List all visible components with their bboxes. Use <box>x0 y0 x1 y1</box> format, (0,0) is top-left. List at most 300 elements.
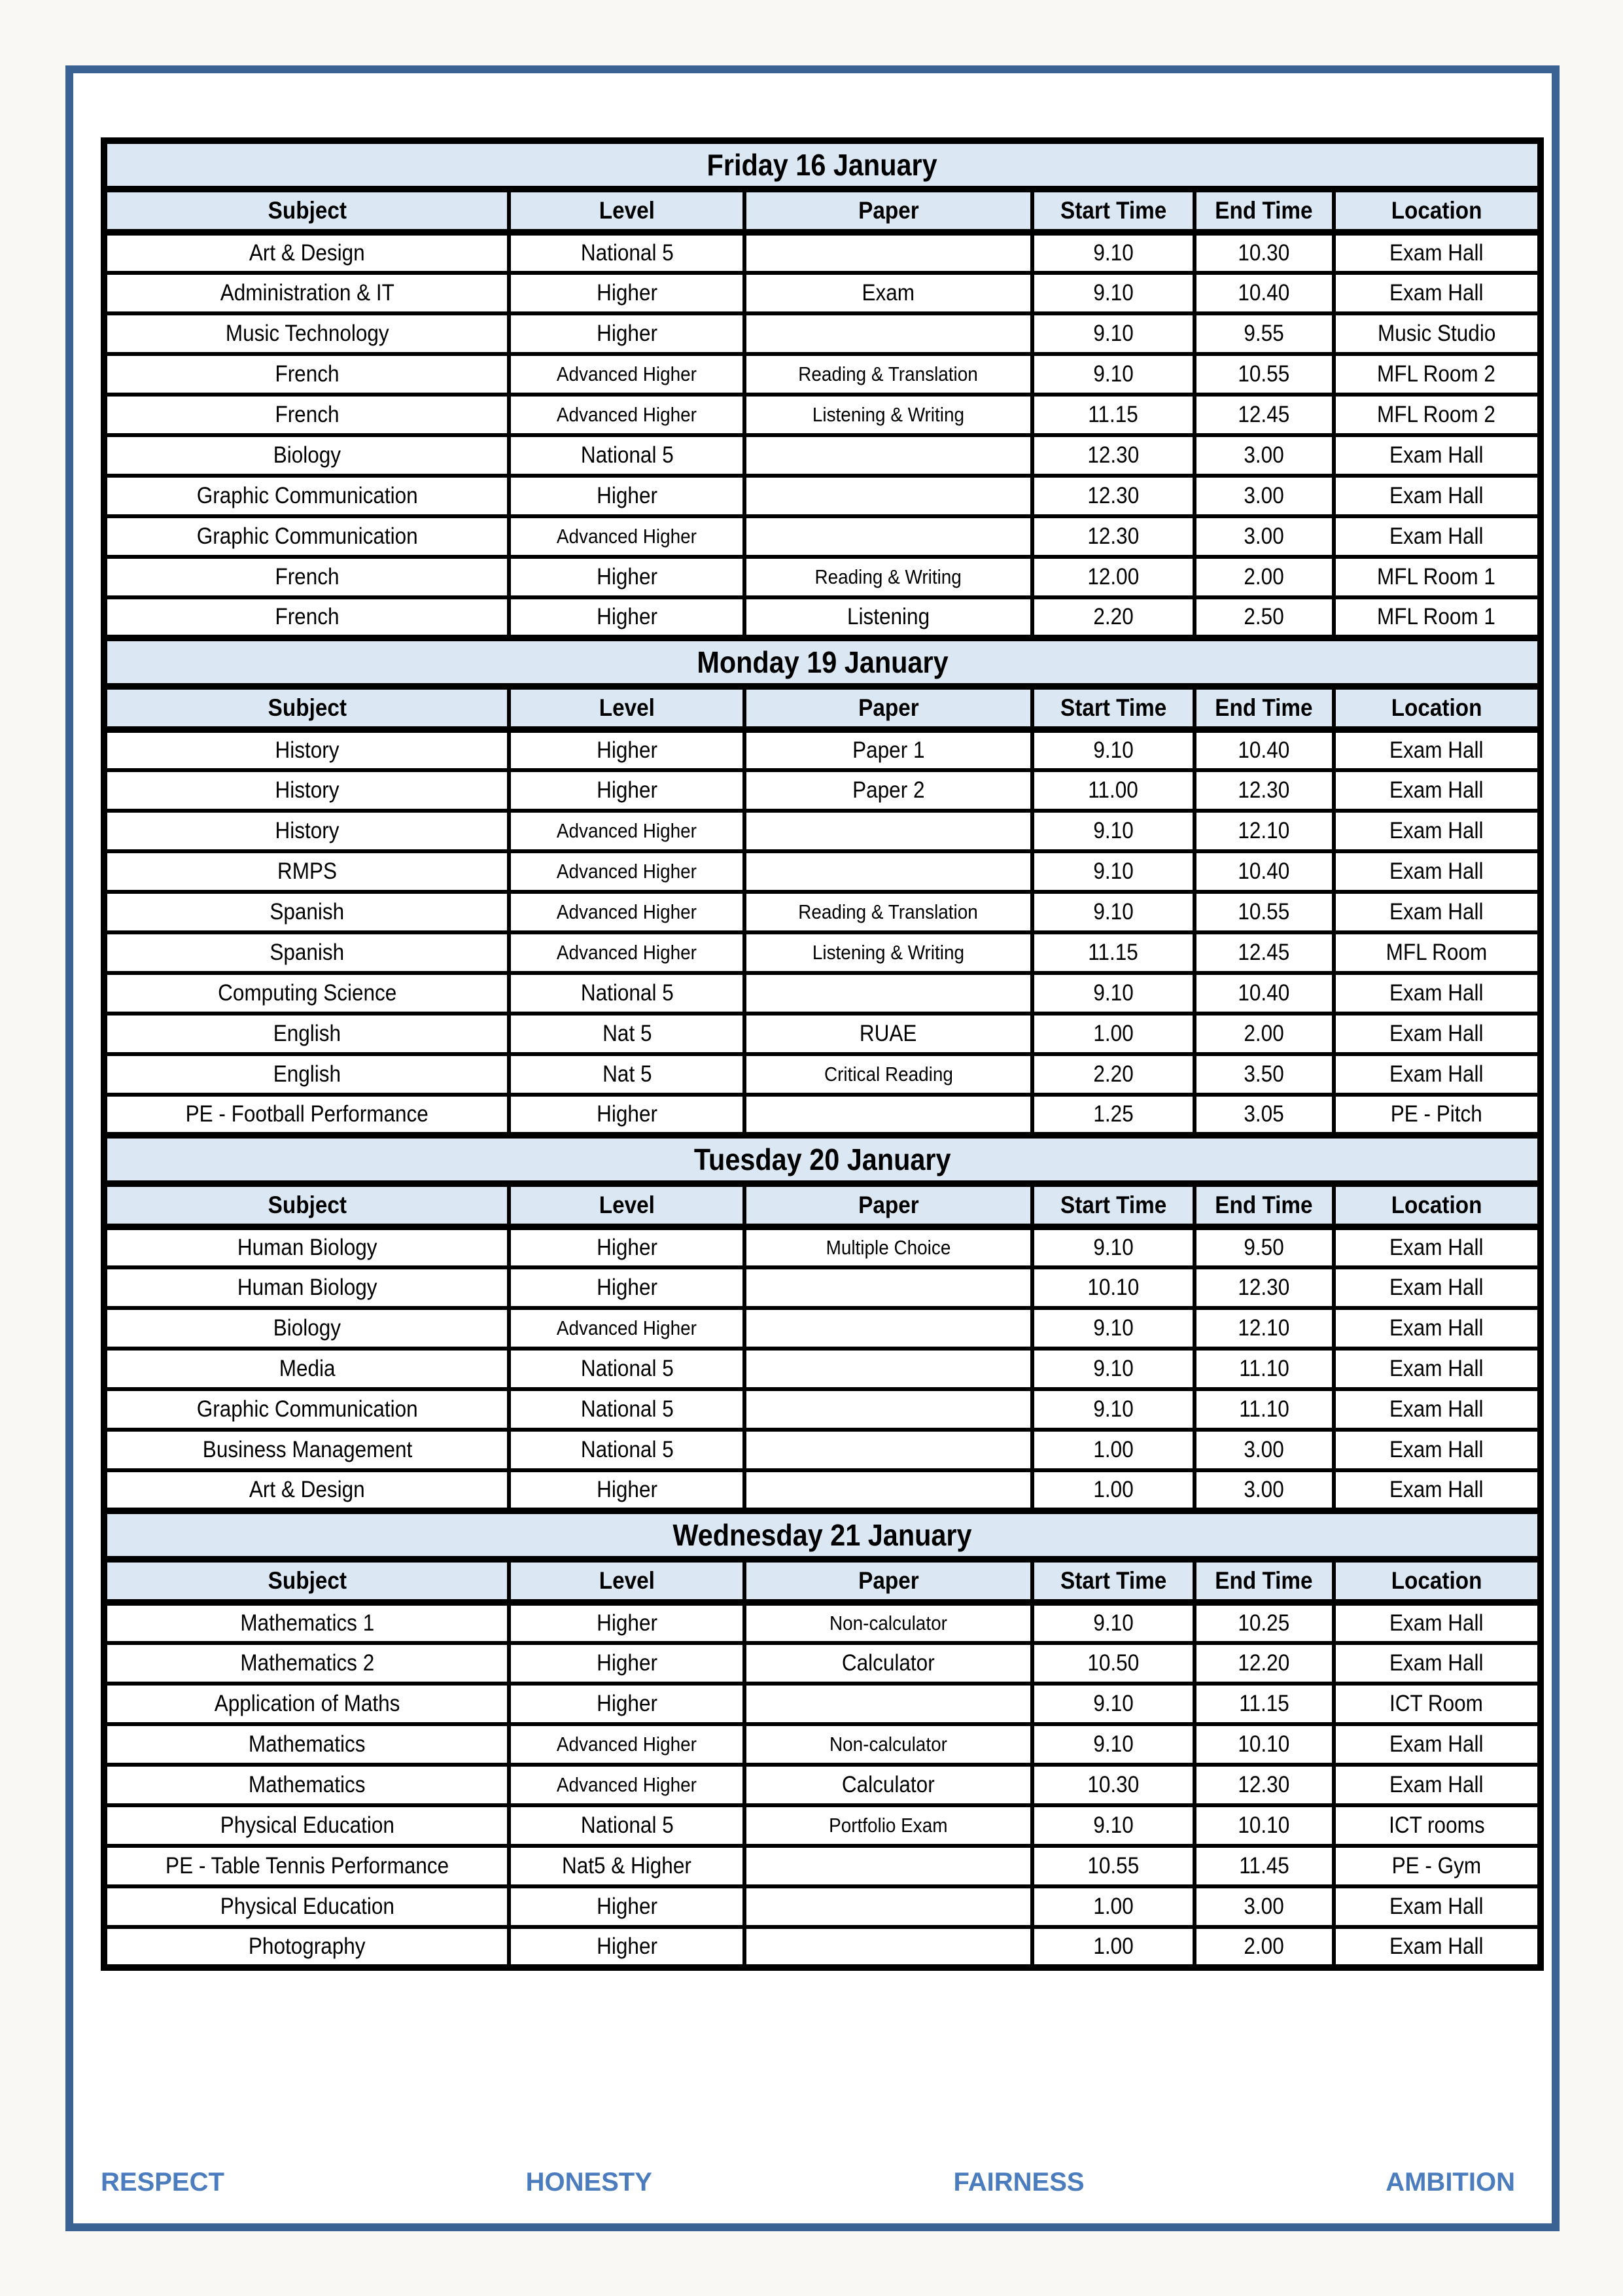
start-time-cell <box>1032 1389 1195 1430</box>
level-cell <box>509 354 744 395</box>
cell-text: Exam Hall <box>1389 777 1484 803</box>
cell-text: 9.10 <box>1093 1396 1134 1422</box>
cell-text: 10.55 <box>1238 361 1290 387</box>
cell-text: Exam Hall <box>1389 1021 1484 1046</box>
cell-text: Start Time <box>1060 694 1166 721</box>
column-header-row <box>104 1184 1541 1227</box>
subject-cell <box>104 476 509 516</box>
cell-text: 12.30 <box>1238 777 1290 803</box>
subject-cell <box>104 273 509 313</box>
cell-text: Exam Hall <box>1389 523 1484 549</box>
cell-text: 9.10 <box>1093 1812 1134 1838</box>
cell-text: Exam Hall <box>1389 1356 1484 1381</box>
paper-cell <box>744 1014 1032 1054</box>
column-header-subject <box>104 1559 509 1602</box>
cell-text: Paper <box>858 1192 919 1218</box>
column-header-location <box>1334 686 1541 730</box>
location-cell <box>1334 1602 1541 1643</box>
subject-cell <box>104 811 509 851</box>
location-cell <box>1334 395 1541 435</box>
cell-text: Higher <box>596 737 657 763</box>
cell-text: 9.10 <box>1093 980 1134 1006</box>
cell-text: Advanced Higher <box>557 1316 697 1339</box>
cell-text: Nat 5 <box>602 1021 652 1046</box>
location-cell <box>1334 435 1541 476</box>
exam-row <box>104 1805 1541 1846</box>
cell-text: National 5 <box>580 442 674 468</box>
cell-text: Reading & Writing <box>814 565 962 588</box>
exam-timetable <box>101 137 1544 1971</box>
cell-text: 11.00 <box>1088 777 1138 803</box>
subject-cell <box>104 1014 509 1054</box>
end-time-cell <box>1195 1470 1334 1511</box>
column-header-location <box>1334 1184 1541 1227</box>
column-header-end-time <box>1195 1184 1334 1227</box>
column-header-level <box>509 1559 744 1602</box>
cell-text: 9.10 <box>1093 1356 1134 1381</box>
cell-text: 1.00 <box>1093 1021 1134 1046</box>
cell-text: PE - Table Tennis Performance <box>166 1853 449 1879</box>
location-cell <box>1334 354 1541 395</box>
cell-text: Level <box>599 694 655 721</box>
location-cell <box>1334 730 1541 770</box>
column-header-paper <box>744 189 1032 232</box>
cell-text: Location <box>1391 197 1482 224</box>
cell-text: Advanced Higher <box>557 525 697 548</box>
paper-cell <box>744 1643 1032 1684</box>
cell-text: Higher <box>596 564 657 590</box>
start-time-cell <box>1032 395 1195 435</box>
cell-text: 12.30 <box>1238 1772 1290 1797</box>
cell-text: MFL Room 1 <box>1377 564 1496 590</box>
cell-text: 12.30 <box>1087 523 1140 549</box>
exam-row <box>104 354 1541 395</box>
paper-cell <box>744 851 1032 892</box>
cell-text: End Time <box>1215 1567 1313 1594</box>
cell-text: MFL Room <box>1386 940 1488 965</box>
cell-text: 10.30 <box>1087 1772 1140 1797</box>
cell-text: Level <box>599 197 655 224</box>
subject-cell <box>104 1227 509 1267</box>
end-time-cell <box>1195 730 1334 770</box>
level-cell <box>509 273 744 313</box>
exam-row <box>104 1765 1541 1805</box>
cell-text: Exam <box>862 280 915 306</box>
cell-text: Graphic Communication <box>196 1396 418 1422</box>
exam-row <box>104 973 1541 1014</box>
start-time-cell <box>1032 516 1195 557</box>
subject-cell <box>104 1054 509 1095</box>
exam-row <box>104 811 1541 851</box>
exam-row <box>104 476 1541 516</box>
cell-text: 10.10 <box>1238 1812 1290 1838</box>
cell-text: Exam Hall <box>1389 858 1484 884</box>
cell-text: 3.00 <box>1244 523 1284 549</box>
cell-text: Exam Hall <box>1389 442 1484 468</box>
subject-cell <box>104 516 509 557</box>
cell-text: Subject <box>268 197 347 224</box>
exam-row <box>104 232 1541 273</box>
level-cell <box>509 1886 744 1927</box>
level-cell <box>509 1308 744 1349</box>
cell-text: History <box>275 818 340 843</box>
cell-text: 9.10 <box>1093 818 1134 843</box>
cell-text: 2.20 <box>1093 604 1134 629</box>
start-time-cell <box>1032 476 1195 516</box>
paper-cell <box>744 1846 1032 1886</box>
cell-text: 11.15 <box>1088 940 1138 965</box>
cell-text: Start Time <box>1060 1567 1166 1594</box>
cell-text: Higher <box>596 1101 657 1127</box>
column-header-start-time <box>1032 686 1195 730</box>
paper-cell <box>744 1724 1032 1765</box>
subject-cell <box>104 1927 509 1968</box>
column-header-location <box>1334 1559 1541 1602</box>
cell-text: Art & Design <box>249 1477 366 1502</box>
cell-text: MFL Room 1 <box>1377 604 1496 629</box>
paper-cell <box>744 1430 1032 1470</box>
end-time-cell <box>1195 892 1334 932</box>
cell-text: 9.10 <box>1093 240 1134 266</box>
subject-cell <box>104 932 509 973</box>
level-cell <box>509 1349 744 1389</box>
level-cell <box>509 1765 744 1805</box>
level-cell <box>509 1684 744 1724</box>
cell-text: Spanish <box>270 899 345 925</box>
exam-row <box>104 730 1541 770</box>
exam-row <box>104 932 1541 973</box>
subject-cell <box>104 1765 509 1805</box>
level-cell <box>509 435 744 476</box>
end-time-cell <box>1195 1095 1334 1135</box>
cell-text: 10.40 <box>1238 280 1290 306</box>
subject-cell <box>104 851 509 892</box>
cell-text: Reading & Translation <box>798 362 979 385</box>
subject-cell <box>104 232 509 273</box>
cell-text: End Time <box>1215 197 1313 224</box>
level-cell <box>509 597 744 638</box>
paper-cell <box>744 476 1032 516</box>
end-time-cell <box>1195 435 1334 476</box>
location-cell <box>1334 313 1541 354</box>
paper-cell <box>744 1267 1032 1308</box>
exam-row <box>104 892 1541 932</box>
cell-text: 12.00 <box>1087 564 1140 590</box>
start-time-cell <box>1032 232 1195 273</box>
cell-text: Mathematics 2 <box>240 1650 375 1676</box>
end-time-cell <box>1195 1267 1334 1308</box>
cell-text: Non-calculator <box>829 1612 947 1634</box>
paper-cell <box>744 1886 1032 1927</box>
start-time-cell <box>1032 1724 1195 1765</box>
end-time-cell <box>1195 232 1334 273</box>
level-cell <box>509 1470 744 1511</box>
cell-text: Advanced Higher <box>557 362 697 385</box>
cell-text: Non-calculator <box>829 1733 947 1756</box>
level-cell <box>509 1014 744 1054</box>
cell-text: Exam Hall <box>1389 1396 1484 1422</box>
paper-cell <box>744 1470 1032 1511</box>
cell-text: 1.00 <box>1093 1934 1134 1959</box>
cell-text: 9.50 <box>1244 1235 1284 1260</box>
cell-text: Subject <box>268 1567 347 1594</box>
school-values-footer <box>101 2168 1515 2197</box>
cell-text: Level <box>599 1567 655 1594</box>
subject-cell <box>104 1643 509 1684</box>
cell-text: 9.55 <box>1244 321 1284 346</box>
exam-row <box>104 1430 1541 1470</box>
level-cell <box>509 932 744 973</box>
paper-cell <box>744 811 1032 851</box>
day-title <box>104 1135 1541 1184</box>
cell-text: 10.40 <box>1238 858 1290 884</box>
level-cell <box>509 730 744 770</box>
cell-text: 1.00 <box>1093 1437 1134 1462</box>
cell-text: Subject <box>268 1192 347 1218</box>
paper-cell <box>744 1805 1032 1846</box>
cell-text: National 5 <box>580 1437 674 1462</box>
subject-cell <box>104 1684 509 1724</box>
cell-text: Higher <box>596 1235 657 1260</box>
day-title <box>104 1511 1541 1559</box>
start-time-cell <box>1032 1227 1195 1267</box>
cell-text: Higher <box>596 1477 657 1502</box>
exam-row <box>104 557 1541 597</box>
cell-text: Spanish <box>270 940 345 965</box>
exam-row <box>104 1227 1541 1267</box>
cell-text: Advanced Higher <box>557 403 697 426</box>
cell-text: End Time <box>1215 1192 1313 1218</box>
cell-text: Exam Hall <box>1389 980 1484 1006</box>
exam-row <box>104 1470 1541 1511</box>
cell-text: Nat5 & Higher <box>562 1853 692 1879</box>
end-time-cell <box>1195 932 1334 973</box>
cell-text: 10.10 <box>1238 1731 1290 1757</box>
cell-text: Advanced Higher <box>557 860 697 883</box>
location-cell <box>1334 557 1541 597</box>
exam-row <box>104 1349 1541 1389</box>
start-time-cell <box>1032 1430 1195 1470</box>
level-cell <box>509 232 744 273</box>
cell-text: Art & Design <box>249 240 366 266</box>
cell-text: 9.10 <box>1093 280 1134 306</box>
exam-row <box>104 851 1541 892</box>
cell-text: Level <box>599 1192 655 1218</box>
end-time-cell <box>1195 1014 1334 1054</box>
cell-text: Mathematics 1 <box>240 1610 375 1636</box>
exam-row <box>104 1095 1541 1135</box>
cell-text: National 5 <box>580 1356 674 1381</box>
cell-text: Start Time <box>1060 197 1166 224</box>
cell-text: RUAE <box>860 1021 917 1046</box>
cell-text: Advanced Higher <box>557 1733 697 1756</box>
cell-text: Mathematics <box>249 1731 366 1757</box>
end-time-cell <box>1195 313 1334 354</box>
level-cell <box>509 1227 744 1267</box>
cell-text: Higher <box>596 321 657 346</box>
end-time-cell <box>1195 1927 1334 1968</box>
cell-text: Higher <box>596 483 657 508</box>
start-time-cell <box>1032 851 1195 892</box>
cell-text: Graphic Communication <box>196 523 418 549</box>
cell-text: 10.55 <box>1087 1853 1140 1879</box>
end-time-cell <box>1195 770 1334 811</box>
cell-text: 9.10 <box>1093 737 1134 763</box>
end-time-cell <box>1195 1765 1334 1805</box>
cell-text: Exam Hall <box>1389 1610 1484 1636</box>
cell-text: Advanced Higher <box>557 1773 697 1796</box>
cell-text: End Time <box>1215 694 1313 721</box>
column-header-row <box>104 1559 1541 1602</box>
cell-text: Exam Hall <box>1389 483 1484 508</box>
cell-text: Paper <box>858 197 919 224</box>
start-time-cell <box>1032 892 1195 932</box>
cell-text: Media <box>279 1356 336 1381</box>
level-cell <box>509 811 744 851</box>
column-header-paper <box>744 1559 1032 1602</box>
subject-cell <box>104 730 509 770</box>
level-cell <box>509 1846 744 1886</box>
cell-text: Paper <box>858 1567 919 1594</box>
cell-text: 12.45 <box>1238 402 1290 427</box>
column-header-start-time <box>1032 1184 1195 1227</box>
cell-text: Paper <box>858 694 919 721</box>
day-header-row <box>104 1135 1541 1184</box>
cell-text: 10.40 <box>1238 737 1290 763</box>
paper-cell <box>744 232 1032 273</box>
cell-text: Application of Maths <box>214 1691 400 1716</box>
end-time-cell <box>1195 1349 1334 1389</box>
paper-cell <box>744 1095 1032 1135</box>
end-time-cell <box>1195 1886 1334 1927</box>
cell-text: 11.45 <box>1238 1853 1289 1879</box>
start-time-cell <box>1032 354 1195 395</box>
cell-text: RMPS <box>277 858 338 884</box>
location-cell <box>1334 597 1541 638</box>
start-time-cell <box>1032 973 1195 1014</box>
cell-text: 9.10 <box>1093 1731 1134 1757</box>
column-header-paper <box>744 686 1032 730</box>
end-time-cell <box>1195 1389 1334 1430</box>
level-cell <box>509 1724 744 1765</box>
location-cell <box>1334 273 1541 313</box>
cell-text: Listening <box>846 604 930 629</box>
location-cell <box>1334 476 1541 516</box>
location-cell <box>1334 892 1541 932</box>
cell-text: 3.00 <box>1244 483 1284 508</box>
paper-cell <box>744 770 1032 811</box>
cell-text: English <box>273 1021 341 1046</box>
subject-cell <box>104 1886 509 1927</box>
cell-text: 10.25 <box>1238 1610 1290 1636</box>
column-header-level <box>509 189 744 232</box>
end-time-cell <box>1195 1602 1334 1643</box>
location-cell <box>1334 1805 1541 1846</box>
level-cell <box>509 892 744 932</box>
subject-cell <box>104 1389 509 1430</box>
cell-text: Friday 16 January <box>707 148 938 182</box>
column-header-start-time <box>1032 1559 1195 1602</box>
level-cell <box>509 557 744 597</box>
value-honesty: HONESTY <box>525 2168 652 2197</box>
subject-cell <box>104 1349 509 1389</box>
cell-text: 9.10 <box>1093 321 1134 346</box>
level-cell <box>509 516 744 557</box>
cell-text: 2.50 <box>1244 604 1284 629</box>
cell-text: 2.00 <box>1244 564 1284 590</box>
location-cell <box>1334 1349 1541 1389</box>
column-header-end-time <box>1195 1559 1334 1602</box>
cell-text: 9.10 <box>1093 899 1134 925</box>
cell-text: National 5 <box>580 980 674 1006</box>
cell-text: National 5 <box>580 1396 674 1422</box>
start-time-cell <box>1032 1602 1195 1643</box>
cell-text: MFL Room 2 <box>1377 361 1496 387</box>
level-cell <box>509 1602 744 1643</box>
start-time-cell <box>1032 1765 1195 1805</box>
end-time-cell <box>1195 354 1334 395</box>
cell-text: Exam Hall <box>1389 1315 1484 1341</box>
value-fairness: FAIRNESS <box>953 2168 1085 2197</box>
cell-text: Exam Hall <box>1389 1275 1484 1300</box>
cell-text: Human Biology <box>237 1235 377 1260</box>
location-cell <box>1334 1054 1541 1095</box>
end-time-cell <box>1195 557 1334 597</box>
cell-text: 11.10 <box>1238 1356 1289 1381</box>
cell-text: Higher <box>596 777 657 803</box>
cell-text: Exam Hall <box>1389 280 1484 306</box>
cell-text: National 5 <box>580 240 674 266</box>
cell-text: 10.10 <box>1087 1275 1140 1300</box>
cell-text: 10.50 <box>1087 1650 1140 1676</box>
cell-text: 3.50 <box>1244 1061 1284 1087</box>
level-cell <box>509 1643 744 1684</box>
paper-cell <box>744 313 1032 354</box>
paper-cell <box>744 557 1032 597</box>
paper-cell <box>744 516 1032 557</box>
cell-text: Exam Hall <box>1389 1235 1484 1260</box>
start-time-cell <box>1032 1684 1195 1724</box>
column-header-end-time <box>1195 686 1334 730</box>
subject-cell <box>104 892 509 932</box>
exam-row <box>104 1724 1541 1765</box>
location-cell <box>1334 932 1541 973</box>
column-header-subject <box>104 189 509 232</box>
cell-text: 2.00 <box>1244 1021 1284 1046</box>
start-time-cell <box>1032 1054 1195 1095</box>
exam-row <box>104 1886 1541 1927</box>
location-cell <box>1334 1927 1541 1968</box>
paper-cell <box>744 932 1032 973</box>
cell-text: Higher <box>596 1610 657 1636</box>
cell-text: Nat 5 <box>602 1061 652 1087</box>
end-time-cell <box>1195 1643 1334 1684</box>
location-cell <box>1334 1095 1541 1135</box>
paper-cell <box>744 1054 1032 1095</box>
subject-cell <box>104 1095 509 1135</box>
start-time-cell <box>1032 1349 1195 1389</box>
subject-cell <box>104 1724 509 1765</box>
cell-text: Subject <box>268 694 347 721</box>
start-time-cell <box>1032 730 1195 770</box>
column-header-level <box>509 686 744 730</box>
location-cell <box>1334 232 1541 273</box>
cell-text: Location <box>1391 1567 1482 1594</box>
subject-cell <box>104 1267 509 1308</box>
cell-text: Wednesday 21 January <box>672 1518 972 1552</box>
subject-cell <box>104 1470 509 1511</box>
start-time-cell <box>1032 770 1195 811</box>
